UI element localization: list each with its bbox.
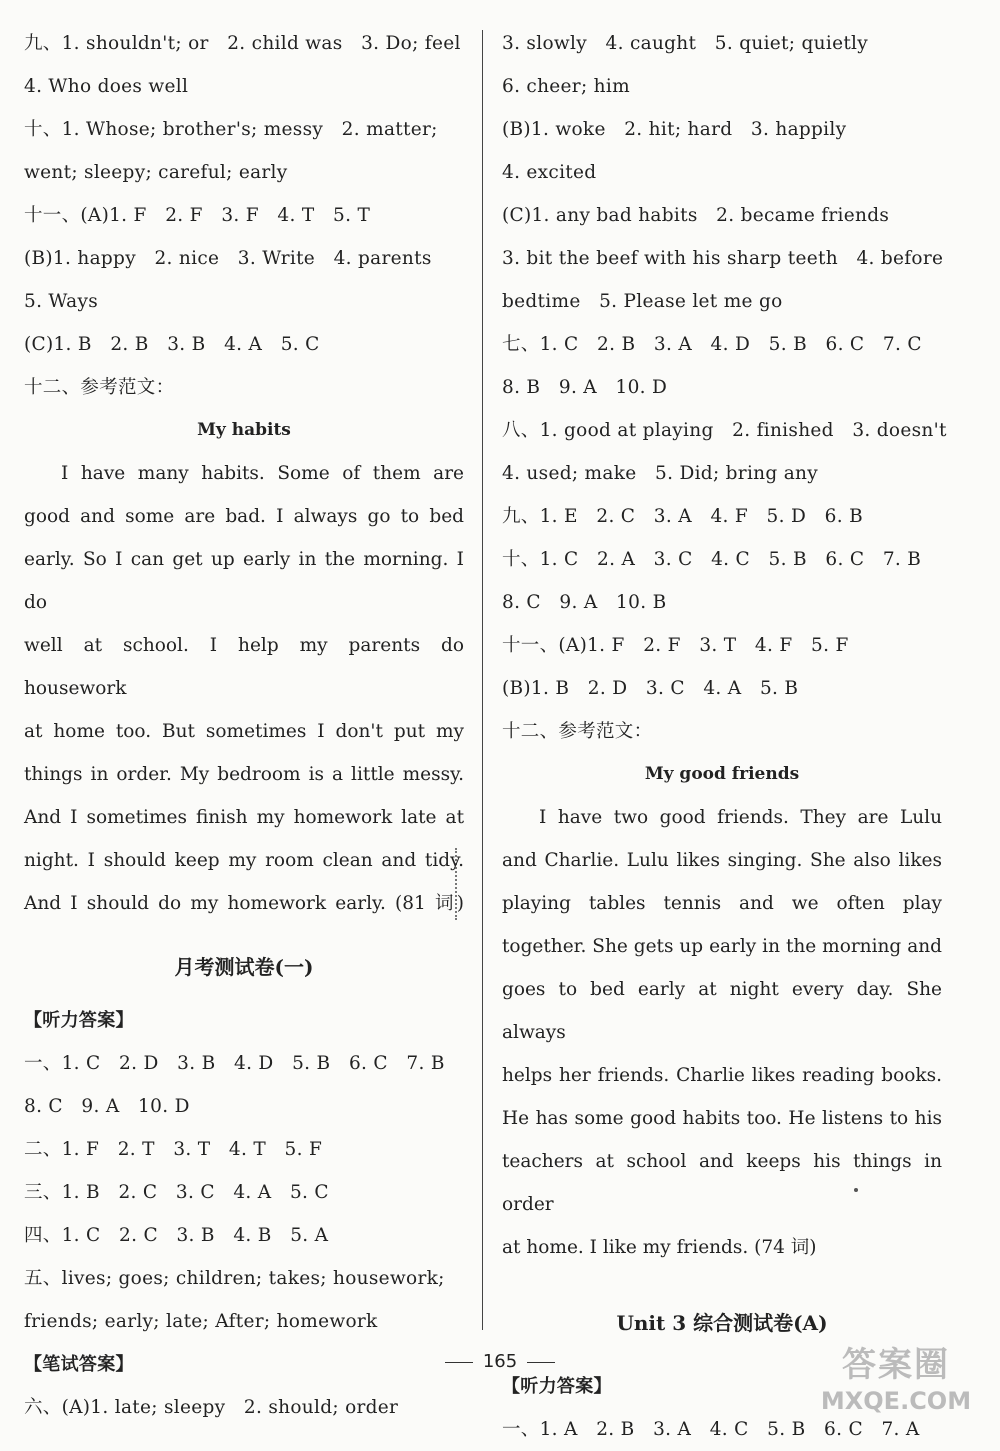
essay-line: good and some are bad. I always go to bed — [24, 506, 464, 527]
footer-dash-right — [527, 1362, 555, 1363]
essay-title: My good friends — [644, 764, 800, 784]
footer-dash-left — [445, 1362, 473, 1363]
answer-line: 6. cheer; him — [502, 76, 630, 97]
answer-line: 4. Who does well — [24, 76, 189, 97]
column-divider — [482, 30, 483, 1330]
answer-line: 4. used; make 5. Did; bring any — [502, 463, 818, 484]
answer-line: 十一、(A)1. F 2. F 3. T 4. F 5. F — [502, 635, 849, 656]
watermark-logo — [806, 1345, 986, 1425]
answer-line: 3. bit the beef with his sharp teeth 4. before — [502, 248, 944, 269]
listening-label: 【听力答案】 — [24, 1010, 134, 1031]
answer-line: 八、1. good at playing 2. finished 3. doesn't — [502, 420, 947, 441]
answer-line: (B)1. B 2. D 3. C 4. A 5. B — [502, 678, 799, 699]
answer-line: went; sleepy; careful; early — [24, 162, 288, 183]
answer-line: 5. Ways — [24, 291, 99, 312]
answer-line: 六、(A)1. late; sleepy 2. should; order — [24, 1397, 399, 1418]
answer-line: 一、1. A 2. B 3. A 4. C 5. B 6. C 7. A — [502, 1419, 920, 1440]
watermark-bottom: MXQE.COM — [820, 1387, 972, 1415]
essay-line: I have many habits. Some of them are — [61, 463, 464, 484]
answer-line: 8. C 9. A 10. D — [24, 1096, 190, 1117]
essay-line: He has some good habits too. He listens to his — [502, 1108, 942, 1129]
answer-line: 三、1. B 2. C 3. C 4. A 5. C — [24, 1182, 329, 1203]
answer-line: (C)1. any bad habits 2. became friends — [502, 205, 890, 226]
answer-line: 五、lives; goes; children; takes; housework; — [24, 1268, 445, 1289]
answer-line: 二、1. F 2. T 3. T 4. T 5. F — [24, 1139, 323, 1160]
answer-line: 四、1. C 2. C 3. B 4. B 5. A — [24, 1225, 329, 1246]
essay-line: goes to bed early at night every day. She always — [502, 979, 942, 1043]
answer-line: (B)1. woke 2. hit; hard 3. happily — [502, 119, 847, 140]
section-title: Unit 3 综合测试卷(A) — [616, 1311, 828, 1335]
answer-line: 九、1. shouldn't; or 2. child was 3. Do; feel — [24, 33, 461, 54]
left-column — [24, 22, 464, 1429]
right-column — [502, 22, 947, 1451]
answer-line: friends; early; late; After; homework — [24, 1311, 378, 1332]
answer-line: 一、1. C 2. D 3. B 4. D 5. B 6. C 7. B — [24, 1053, 445, 1074]
answer-line: 十一、(A)1. F 2. F 3. F 4. T 5. T — [24, 205, 371, 226]
answer-line: 8. B 9. A 10. D — [502, 377, 668, 398]
answer-line: 4. excited — [502, 162, 597, 183]
essay-line: at home too. But sometimes I don't put my — [24, 721, 464, 742]
essay-line: teachers at school and keeps his things in order — [502, 1151, 942, 1215]
essay-line: And I should do my homework early. (81 词) — [24, 893, 464, 914]
listening-label: 【听力答案】 — [502, 1376, 612, 1397]
watermark-top: 答案圈 — [842, 1345, 950, 1385]
answer-line: bedtime 5. Please let me go — [502, 291, 783, 312]
essay-line: early. So I can get up early in the morning. I do — [24, 549, 464, 613]
page-number: 165 — [482, 1351, 518, 1372]
essay-line: and Charlie. Lulu likes singing. She also likes — [502, 850, 942, 871]
section-title: 月考测试卷(一) — [174, 955, 314, 979]
answer-line: 8. C 9. A 10. B — [502, 592, 667, 613]
essay-line: I have two good friends. They are Lulu — [539, 807, 942, 828]
answer-line: 九、1. E 2. C 3. A 4. F 5. D 6. B — [502, 506, 863, 527]
essay-title: My habits — [197, 420, 291, 440]
answer-line: (B)1. happy 2. nice 3. Write 4. parents — [24, 248, 432, 269]
answer-line: (C)1. B 2. B 3. B 4. A 5. C — [24, 334, 320, 355]
answer-line: 七、1. C 2. B 3. A 4. D 5. B 6. C 7. C — [502, 334, 922, 355]
essay-line: helps her friends. Charlie likes reading books. — [502, 1065, 942, 1086]
answer-line: 十二、参考范文： — [24, 377, 175, 398]
essay-line: things in order. My bedroom is a little messy. — [24, 764, 464, 785]
essay-line: together. She gets up early in the morning and — [502, 936, 942, 957]
answer-line: 十、1. Whose; brother's; messy 2. matter; — [24, 119, 438, 140]
essay-line: And I sometimes finish my homework late at — [24, 807, 464, 828]
essay-line: at home. I like my friends. (74 词) — [502, 1237, 817, 1258]
answer-line: 十二、参考范文： — [502, 721, 653, 742]
written-label: 【笔试答案】 — [24, 1354, 134, 1375]
essay-line: well at school. I help my parents do housework — [24, 635, 464, 699]
answer-line: 3. slowly 4. caught 5. quiet; quietly — [502, 33, 869, 54]
answer-line: 十、1. C 2. A 3. C 4. C 5. B 6. C 7. B — [502, 549, 922, 570]
essay-line: playing tables tennis and we often play — [502, 893, 942, 914]
essay-line: night. I should keep my room clean and tidy. — [24, 850, 464, 871]
